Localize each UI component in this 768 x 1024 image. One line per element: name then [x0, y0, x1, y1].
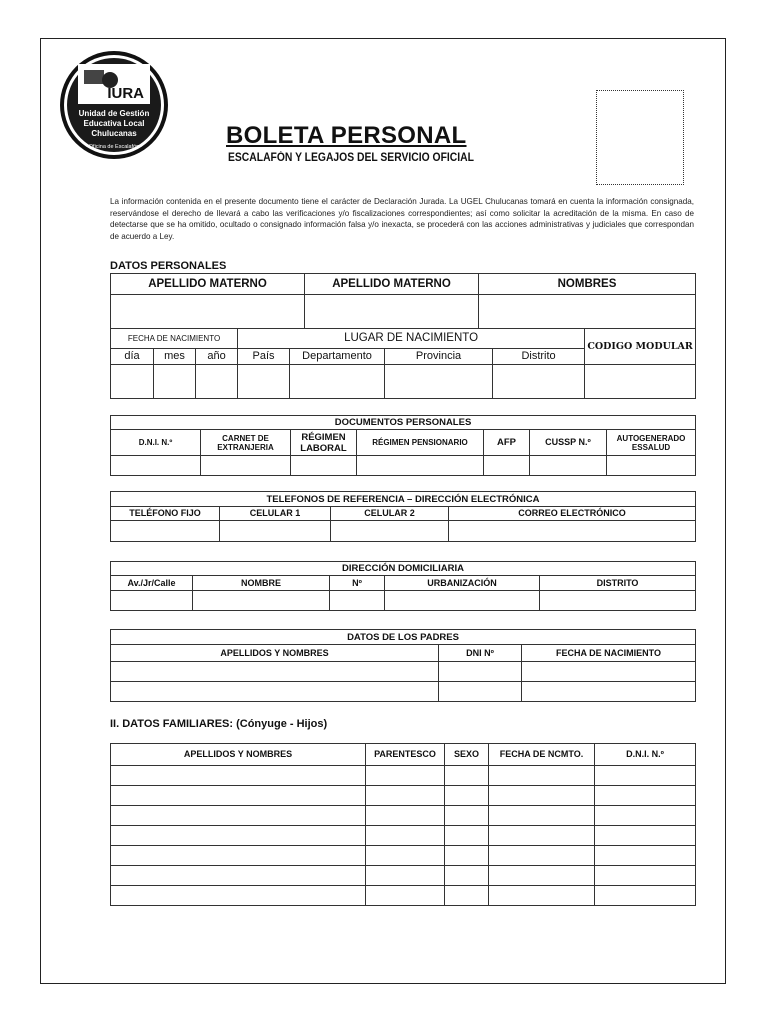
header-regimen-laboral: RÉGIMEN LABORAL — [291, 430, 357, 456]
correo-field[interactable] — [449, 521, 696, 542]
fam-fecha-field[interactable] — [489, 806, 595, 826]
header-nombre: NOMBRE — [193, 576, 330, 591]
svg-text:Educativa Local: Educativa Local — [83, 119, 145, 128]
madre-dni-field[interactable] — [439, 682, 522, 702]
fam-nombres-field[interactable] — [111, 846, 366, 866]
fam-sexo-field[interactable] — [445, 786, 489, 806]
header-dia: día — [111, 349, 154, 365]
svg-text:Oficina de Escalafón: Oficina de Escalafón — [88, 144, 140, 150]
svg-text:Unidad de Gestión: Unidad de Gestión — [78, 109, 150, 118]
fam-dni-field[interactable] — [595, 866, 696, 886]
fam-fecha-field[interactable] — [489, 866, 595, 886]
header-fam-sexo: SEXO — [445, 744, 489, 766]
fam-sexo-field[interactable] — [445, 826, 489, 846]
fam-nombres-field[interactable] — [111, 826, 366, 846]
header-departamento: Departamento — [290, 349, 385, 365]
header-fam-parentesco: PARENTESCO — [366, 744, 445, 766]
anio-field[interactable] — [196, 365, 238, 399]
urbanizacion-field[interactable] — [385, 591, 540, 611]
header-celular-2: CELULAR 2 — [331, 507, 449, 521]
form-title: BOLETA PERSONAL — [226, 122, 467, 149]
header-fam-nombres: APELLIDOS Y NOMBRES — [111, 744, 366, 766]
header-codigo-modular: CODIGO MODULAR — [585, 329, 696, 365]
header-dni: D.N.I. N.º — [111, 430, 201, 456]
essalud-field[interactable] — [607, 456, 696, 476]
fam-nombres-field[interactable] — [111, 866, 366, 886]
madre-fecha-field[interactable] — [522, 682, 696, 702]
fam-parentesco-field[interactable] — [366, 806, 445, 826]
telefonos-table — [110, 491, 696, 542]
dni-field[interactable] — [111, 456, 201, 476]
form-subtitle: ESCALAFÓN Y LEGAJOS DEL SERVICIO OFICIAL — [228, 152, 474, 164]
padre-fecha-field[interactable] — [522, 662, 696, 682]
fam-parentesco-field[interactable] — [366, 826, 445, 846]
apellido-2-field[interactable] — [305, 295, 479, 329]
header-apellido-1: APELLIDO MATERNO — [111, 274, 305, 295]
madre-nombres-field[interactable] — [111, 682, 439, 702]
header-provincia: Provincia — [385, 349, 493, 365]
fam-dni-field[interactable] — [595, 826, 696, 846]
padres-table — [110, 629, 696, 702]
declaration-text: La información contenida en el presente documento tiene el carácter de Declaración Jurada. La UGEL Chulucanas tomará en cuenta la información consignada, reservándose el derecho de llevará a cabo las verificaciones y/o fiscalizaciones correspondientes; así como solicitar la acreditación de la misma. En caso de detectarse que se ha omitido, ocultado o consignado información falsa y/o inexacta, se procederá con las acciones administrativas y judiciales que correspondan de acuerdo a Ley. — [110, 197, 694, 241]
header-av-calle: Av./Jr/Calle — [111, 576, 193, 591]
fam-nombres-field[interactable] — [111, 786, 366, 806]
svg-text:IURA: IURA — [107, 85, 144, 102]
fam-dni-field[interactable] — [595, 886, 696, 906]
numero-field[interactable] — [330, 591, 385, 611]
header-distrito: Distrito — [493, 349, 585, 365]
header-mes: mes — [154, 349, 196, 365]
birth-table — [110, 328, 696, 399]
header-lugar-nacimiento: LUGAR DE NACIMIENTO — [238, 329, 585, 349]
fam-sexo-field[interactable] — [445, 806, 489, 826]
fam-sexo-field[interactable] — [445, 846, 489, 866]
header-celular-1: CELULAR 1 — [220, 507, 331, 521]
section-label-datos-personales: DATOS PERSONALES — [110, 260, 227, 272]
telefono-fijo-field[interactable] — [111, 521, 220, 542]
distrito-field[interactable] — [493, 365, 585, 399]
header-fecha-nacimiento: FECHA DE NACIMIENTO — [111, 329, 238, 349]
apellido-1-field[interactable] — [111, 295, 305, 329]
cussp-field[interactable] — [530, 456, 607, 476]
svg-text:Chulucanas: Chulucanas — [91, 129, 137, 138]
fam-dni-field[interactable] — [595, 846, 696, 866]
av-calle-field[interactable] — [111, 591, 193, 611]
header-urbanizacion: URBANIZACIÓN — [385, 576, 540, 591]
header-cussp: CUSSP N.º — [530, 430, 607, 456]
regimen-laboral-field[interactable] — [291, 456, 357, 476]
documentos-title: DOCUMENTOS PERSONALES — [111, 416, 696, 430]
header-padres-nombres: APELLIDOS Y NOMBRES — [111, 645, 439, 662]
fam-nombres-field[interactable] — [111, 886, 366, 906]
fam-nombres-field[interactable] — [111, 806, 366, 826]
fam-dni-field[interactable] — [595, 766, 696, 786]
fam-fecha-field[interactable] — [489, 886, 595, 906]
fam-fecha-field[interactable] — [489, 766, 595, 786]
mes-field[interactable] — [154, 365, 196, 399]
padre-dni-field[interactable] — [439, 662, 522, 682]
fam-sexo-field[interactable] — [445, 886, 489, 906]
distrito-dir-field[interactable] — [540, 591, 696, 611]
telefonos-title: TELEFONOS DE REFERENCIA – DIRECCIÓN ELECTRÓNICA — [111, 492, 696, 507]
header-regimen-pensionario: RÉGIMEN PENSIONARIO — [357, 430, 484, 456]
header-anio: año — [196, 349, 238, 365]
afp-field[interactable] — [484, 456, 530, 476]
header-padres-dni: DNI Nº — [439, 645, 522, 662]
fam-parentesco-field[interactable] — [366, 886, 445, 906]
header-numero: Nº — [330, 576, 385, 591]
celular-2-field[interactable] — [331, 521, 449, 542]
regimen-pensionario-field[interactable] — [357, 456, 484, 476]
fam-sexo-field[interactable] — [445, 866, 489, 886]
direccion-title: DIRECCIÓN DOMICILIARIA — [111, 562, 696, 576]
familiares-table — [110, 743, 696, 906]
fam-dni-field[interactable] — [595, 786, 696, 806]
fam-sexo-field[interactable] — [445, 766, 489, 786]
provincia-field[interactable] — [385, 365, 493, 399]
header-carnet: CARNET DE EXTRANJERIA — [201, 430, 291, 456]
padre-nombres-field[interactable] — [111, 662, 439, 682]
dia-field[interactable] — [111, 365, 154, 399]
fam-dni-field[interactable] — [595, 806, 696, 826]
fam-fecha-field[interactable] — [489, 846, 595, 866]
padres-title: DATOS DE LOS PADRES — [111, 630, 696, 645]
celular-1-field[interactable] — [220, 521, 331, 542]
direccion-table — [110, 561, 696, 611]
header-distrito-dir: DISTRITO — [540, 576, 696, 591]
header-padres-fecha: FECHA DE NACIMIENTO — [522, 645, 696, 662]
header-nombres: NOMBRES — [479, 274, 696, 295]
header-essalud: AUTOGENERADO ESSALUD — [607, 430, 696, 456]
header-fam-fecha: FECHA DE NCMTO. — [489, 744, 595, 766]
header-fam-dni: D.N.I. N.º — [595, 744, 696, 766]
documentos-table — [110, 415, 696, 476]
fam-parentesco-field[interactable] — [366, 786, 445, 806]
section-label-familiares: II. DATOS FAMILIARES: (Cónyuge - Hijos) — [110, 718, 328, 730]
carnet-field[interactable] — [201, 456, 291, 476]
header-telefono-fijo: TELÉFONO FIJO — [111, 507, 220, 521]
fam-fecha-field[interactable] — [489, 786, 595, 806]
fam-fecha-field[interactable] — [489, 826, 595, 846]
fam-parentesco-field[interactable] — [366, 846, 445, 866]
pais-field[interactable] — [238, 365, 290, 399]
header-apellido-2: APELLIDO MATERNO — [305, 274, 479, 295]
fam-parentesco-field[interactable] — [366, 866, 445, 886]
header-correo: CORREO ELECTRÓNICO — [449, 507, 696, 521]
nombre-field[interactable] — [193, 591, 330, 611]
header-pais: País — [238, 349, 290, 365]
fam-parentesco-field[interactable] — [366, 766, 445, 786]
nombres-field[interactable] — [479, 295, 696, 329]
photo-box[interactable] — [596, 90, 684, 185]
fam-nombres-field[interactable] — [111, 766, 366, 786]
names-table — [110, 273, 696, 329]
codigo-modular-field[interactable] — [585, 365, 696, 399]
ugel-logo — [56, 50, 172, 160]
header-afp: AFP — [484, 430, 530, 456]
departamento-field[interactable] — [290, 365, 385, 399]
